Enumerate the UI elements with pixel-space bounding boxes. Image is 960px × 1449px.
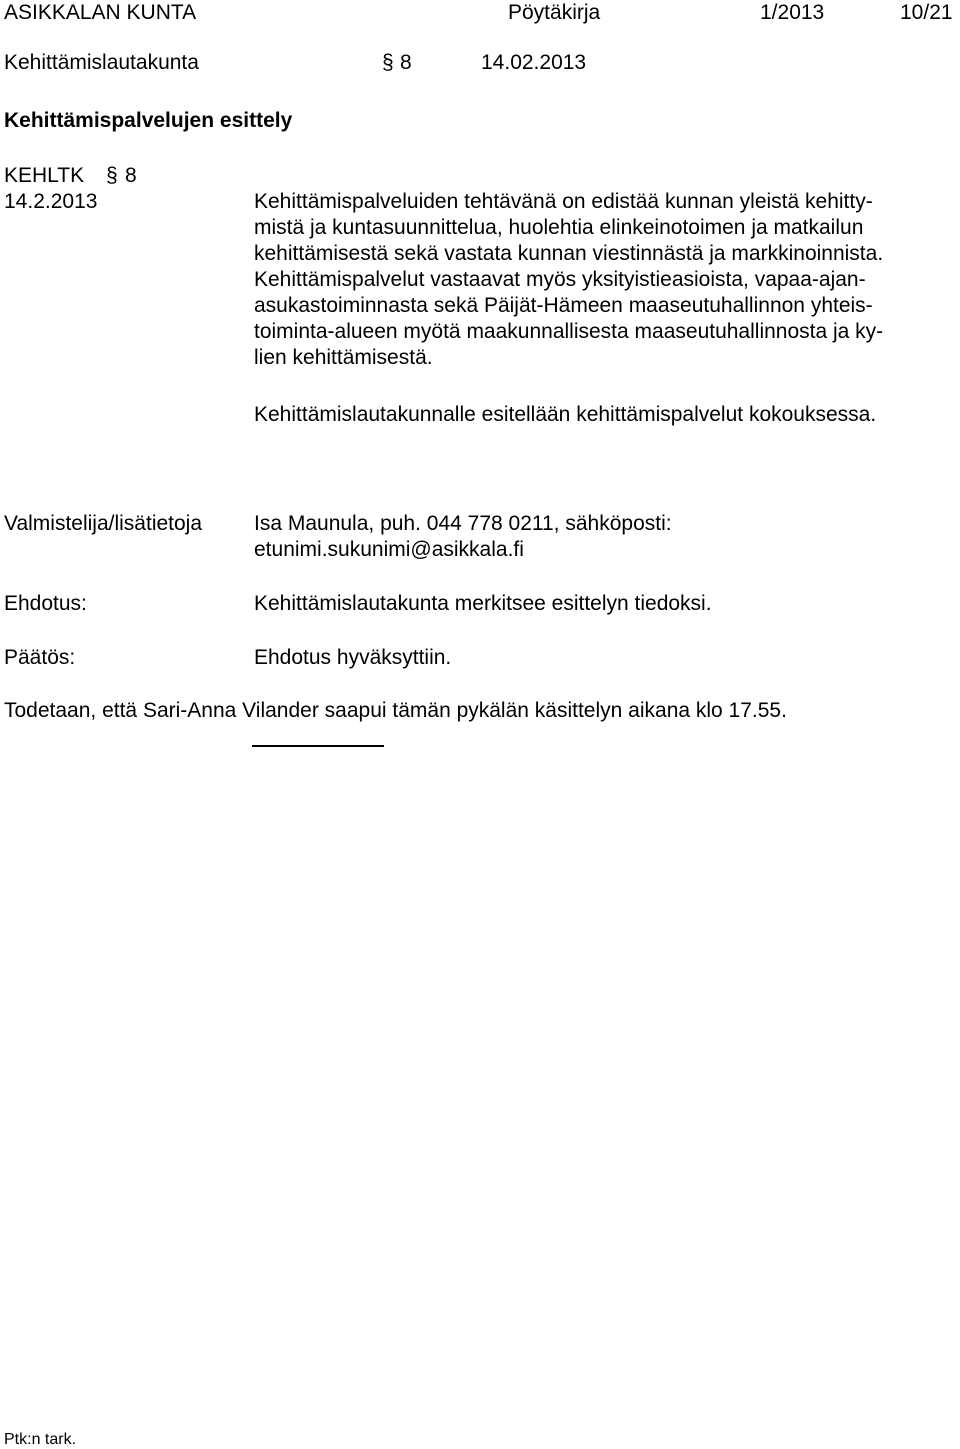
item-section-mark: §: [106, 164, 118, 187]
document-number: 1/2013: [760, 1, 825, 24]
section-mark: §: [382, 51, 394, 74]
preparer-label: Valmistelija/lisätietoja: [4, 512, 203, 535]
paragraph-line: kehittämisestä sekä vastata kunnan viestinnästä ja markkinoinnista.: [254, 242, 884, 265]
item-code: KEHLTK: [4, 164, 85, 187]
body-paragraph-1: [254, 189, 954, 371]
separator-line: [252, 745, 384, 747]
paragraph-line: asukastoiminnasta sekä Päijät-Hämeen maaseutuhallinnon yhteis-: [254, 294, 873, 317]
preparer-email: etunimi.sukunimi@asikkala.fi: [254, 538, 524, 561]
decision-label: Päätös:: [4, 646, 76, 669]
item-date: 14.2.2013: [4, 190, 98, 213]
paragraph-line: mistä ja kuntasuunnittelua, huolehtia elinkeinotoimen ja matkailun: [254, 216, 864, 239]
document-type: Pöytäkirja: [508, 1, 601, 24]
paragraph-line: lien kehittämisestä.: [254, 346, 433, 369]
paragraph-line: Kehittämispalveluiden tehtävänä on edistää kunnan yleistä kehitty-: [254, 190, 873, 213]
item-title: Kehittämispalvelujen esittely: [4, 109, 293, 132]
footer-initials-label: Ptk:n tark.: [4, 1431, 77, 1448]
paragraph-line: toiminta-alueen myötä maakunnallisesta maaseutuhallinnosta ja ky-: [254, 320, 884, 343]
meeting-date: 14.02.2013: [481, 51, 587, 74]
body-paragraph-2: Kehittämislautakunnalle esitellään kehittämispalvelut kokouksessa.: [254, 403, 877, 426]
preparer-contact: Isa Maunula, puh. 044 778 0211, sähköposti:: [254, 512, 672, 535]
organization-name: ASIKKALAN KUNTA: [4, 1, 197, 24]
item-section-number: 8: [125, 164, 137, 187]
proposal-label: Ehdotus:: [4, 592, 87, 615]
decision-text: Ehdotus hyväksyttiin.: [254, 646, 452, 669]
proposal-text: Kehittämislautakunta merkitsee esittelyn tiedoksi.: [254, 592, 712, 615]
paragraph-line: Kehittämispalvelut vastaavat myös yksityistieasioista, vapaa-ajan-: [254, 268, 866, 291]
minutes-note: Todetaan, että Sari-Anna Vilander saapui tämän pykälän käsittelyn aikana klo 17.55.: [4, 699, 787, 722]
body-name: Kehittämislautakunta: [4, 51, 199, 74]
page-number: 10/21: [900, 1, 953, 24]
section-number: 8: [400, 51, 412, 74]
